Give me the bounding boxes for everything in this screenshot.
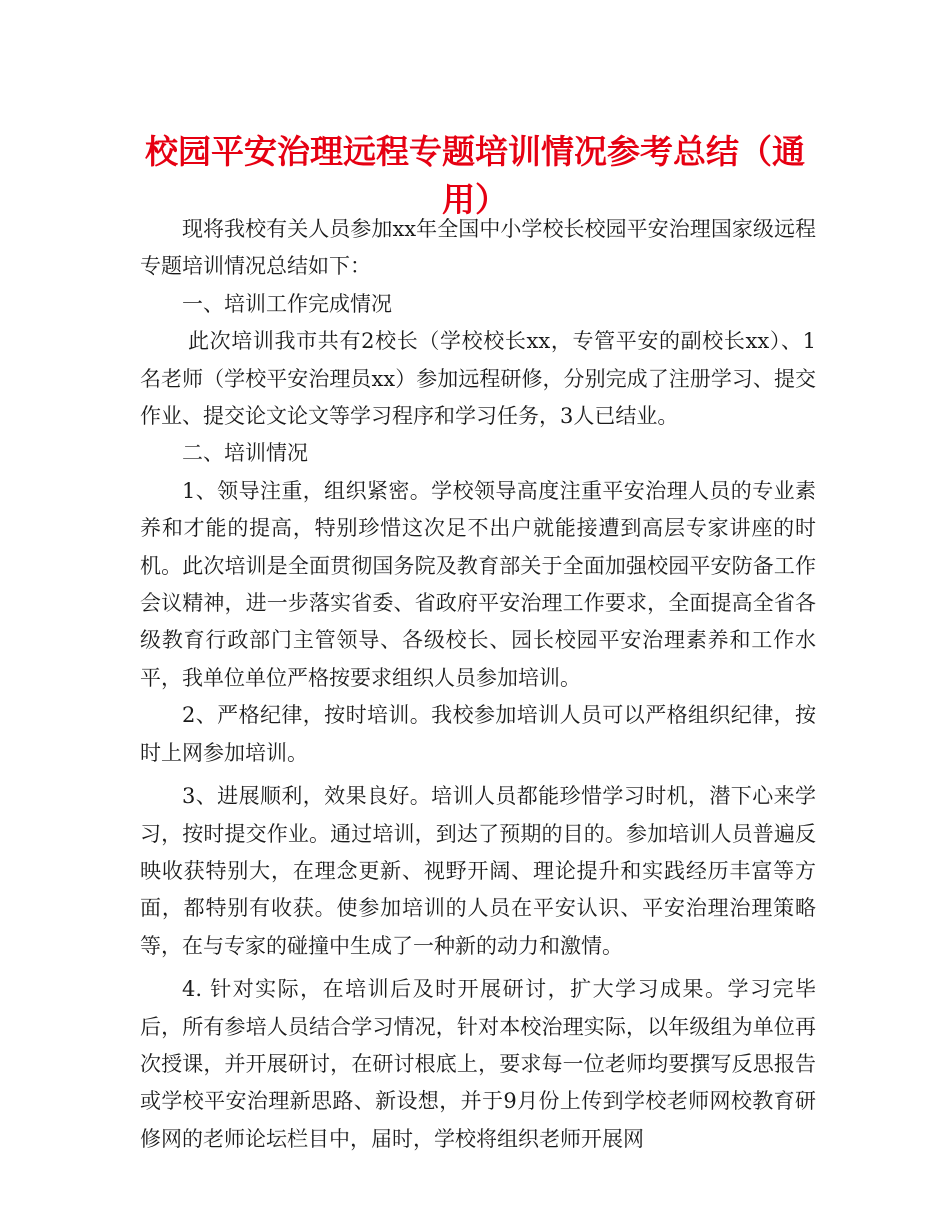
point-4-paragraph: 4. 针对实际，在培训后及时开展研讨，扩大学习成果。学习完毕后，所有参培人员结合学习情况，针对本校治理实际，以年级组为单位再次授课，并开展研讨，在研讨根底上，要求每一位老师均要撰写反思报告或学校平安治理新思路、新设想，并于9月份上传到学校老师网校教育研修网的老师论坛栏目中，届时，学校将组织老师开展网 — [140, 977, 816, 1151]
document-title: 校园平安治理远程专题培训情况参考总结（通用） — [145, 132, 805, 219]
intro-paragraph: 现将我校有关人员参加xx年全国中小学校长校园平安治理国家级远程专题培训情况总结如下： — [140, 217, 816, 279]
document-body — [140, 211, 816, 1158]
completion-paragraph: 此次培训我市共有2校长（学校校长xx，专管平安的副校长xx）、1名老师（学校平安治理员xx）参加远程研修，分别完成了注册学习、提交作业、提交论文论文等学习程序和学习任务，3人已结业。 — [140, 329, 816, 429]
section-heading-1: 一、培训工作完成情况 — [182, 291, 392, 316]
point-3-paragraph: 3、进展顺利，效果良好。培训人员都能珍惜学习时机，潜下心来学习，按时提交作业。通过培训，到达了预期的目的。参加培训人员普遍反映收获特别大，在理念更新、视野开阔、理论提升和实践经历丰富等方面，都特别有收获。使参加培训的人员在平安认识、平安治理治理策略等，在与专家的碰撞中生成了一种新的动力和激情。 — [140, 784, 816, 958]
point-1-paragraph: 1、领导注重，组织紧密。学校领导高度注重平安治理人员的专业素养和才能的提高，特别珍惜这次足不出户就能接遭到高层专家讲座的时机。此次培训是全面贯彻国务院及教育部关于全面加强校园平安防备工作会议精神，进一步落实省委、省政府平安治理工作要求，全面提高全省各级教育行政部门主管领导、各级校长、园长校园平安治理素养和工作水平，我单位单位严格按要求组织人员参加培训。 — [140, 478, 816, 690]
section-heading-2: 二、培训情况 — [182, 441, 308, 466]
point-2-paragraph: 2、严格纪律，按时培训。我校参加培训人员可以严格组织纪律，按时上网参加培训。 — [140, 703, 816, 765]
